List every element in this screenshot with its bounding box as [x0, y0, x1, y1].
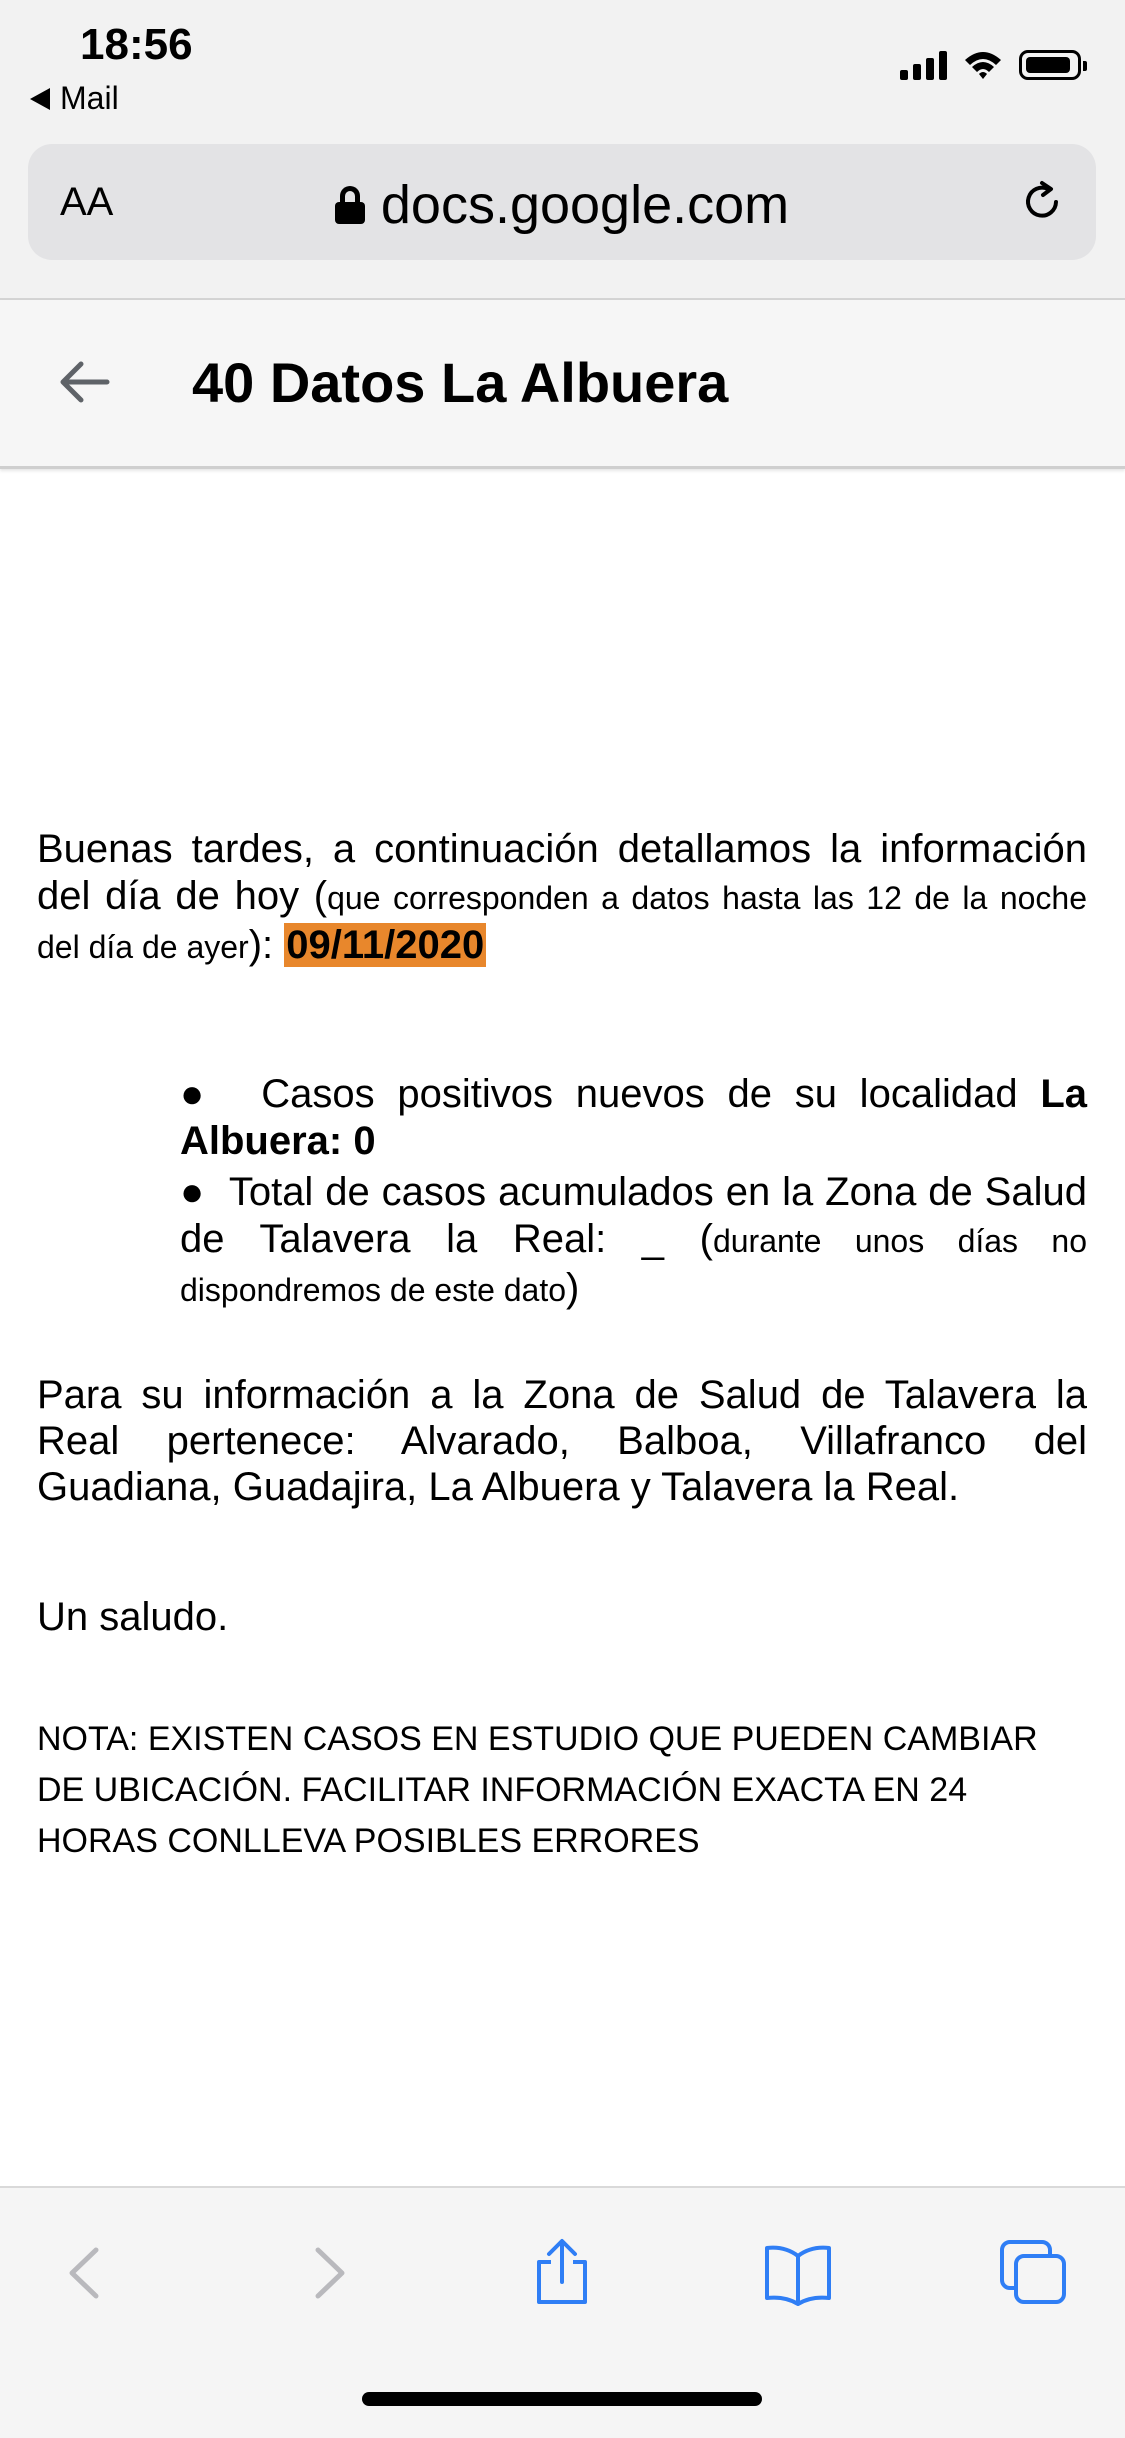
note-paragraph: NOTA: EXISTEN CASOS EN ESTUDIO QUE PUEDEN CAMBIAR DE UBICACIÓN. FACILITAR INFORMACIÓN EXACTA EN 24 HORAS CONLLEVA POSIBLES ERRORES: [37, 1720, 1038, 1860]
back-arrow-icon[interactable]: [55, 352, 115, 412]
greeting: Un saludo.: [37, 1595, 229, 1639]
zona-info-paragraph: Para su información a la Zona de Salud de Talavera la Real pertenece: Alvarado, Balboa, Villafranco del Guadiana, Guadajira, La Albuera y Talavera la Real.: [37, 1373, 1087, 1509]
document-header: [0, 300, 1125, 469]
system-indicators: [900, 50, 1081, 80]
back-triangle-icon: [30, 88, 50, 110]
battery-icon: [1019, 50, 1081, 80]
domain-text: docs.google.com: [380, 175, 790, 235]
tabs-icon[interactable]: [998, 2238, 1068, 2308]
list-item: ● Casos positivos nuevos de su localidad La Albuera: 0: [180, 1072, 1087, 1163]
chevron-right-icon[interactable]: [292, 2238, 362, 2308]
home-indicator[interactable]: [362, 2392, 762, 2406]
highlighted-date: 09/11/2020: [286, 923, 485, 967]
intro-paragraph: Buenas tardes, a continuación detallamos la información del día de hoy (que corresponden a datos hasta las 12 de la noche del día de ayer): 09/11/2020: [37, 827, 1088, 967]
document-title: 40 Datos La Albuera: [192, 351, 729, 414]
clock: 18:56: [80, 20, 193, 69]
wifi-icon: [963, 50, 1003, 80]
share-icon[interactable]: [527, 2238, 597, 2308]
lock-icon: [335, 186, 365, 224]
back-to-mail-link[interactable]: [30, 80, 119, 117]
signal-icon: [900, 50, 947, 80]
browser-chrome: [0, 140, 1125, 300]
reload-icon[interactable]: [1018, 178, 1066, 226]
list-item: ● Total de casos acumulados en la Zona de Salud de Talavera la Real: _ (durante unos días no dispondremos de este dato): [180, 1170, 1088, 1310]
back-app-label: Mail: [60, 80, 119, 116]
bullet-list: [180, 1071, 1087, 1314]
address-bar[interactable]: [28, 144, 1096, 260]
status-bar: [0, 0, 1125, 140]
text-size-button[interactable]: AA: [60, 180, 114, 224]
chevron-left-icon[interactable]: [52, 2238, 122, 2308]
bookmarks-icon[interactable]: [763, 2238, 833, 2308]
document-body: [37, 826, 1087, 1867]
url-display[interactable]: [28, 174, 1096, 236]
